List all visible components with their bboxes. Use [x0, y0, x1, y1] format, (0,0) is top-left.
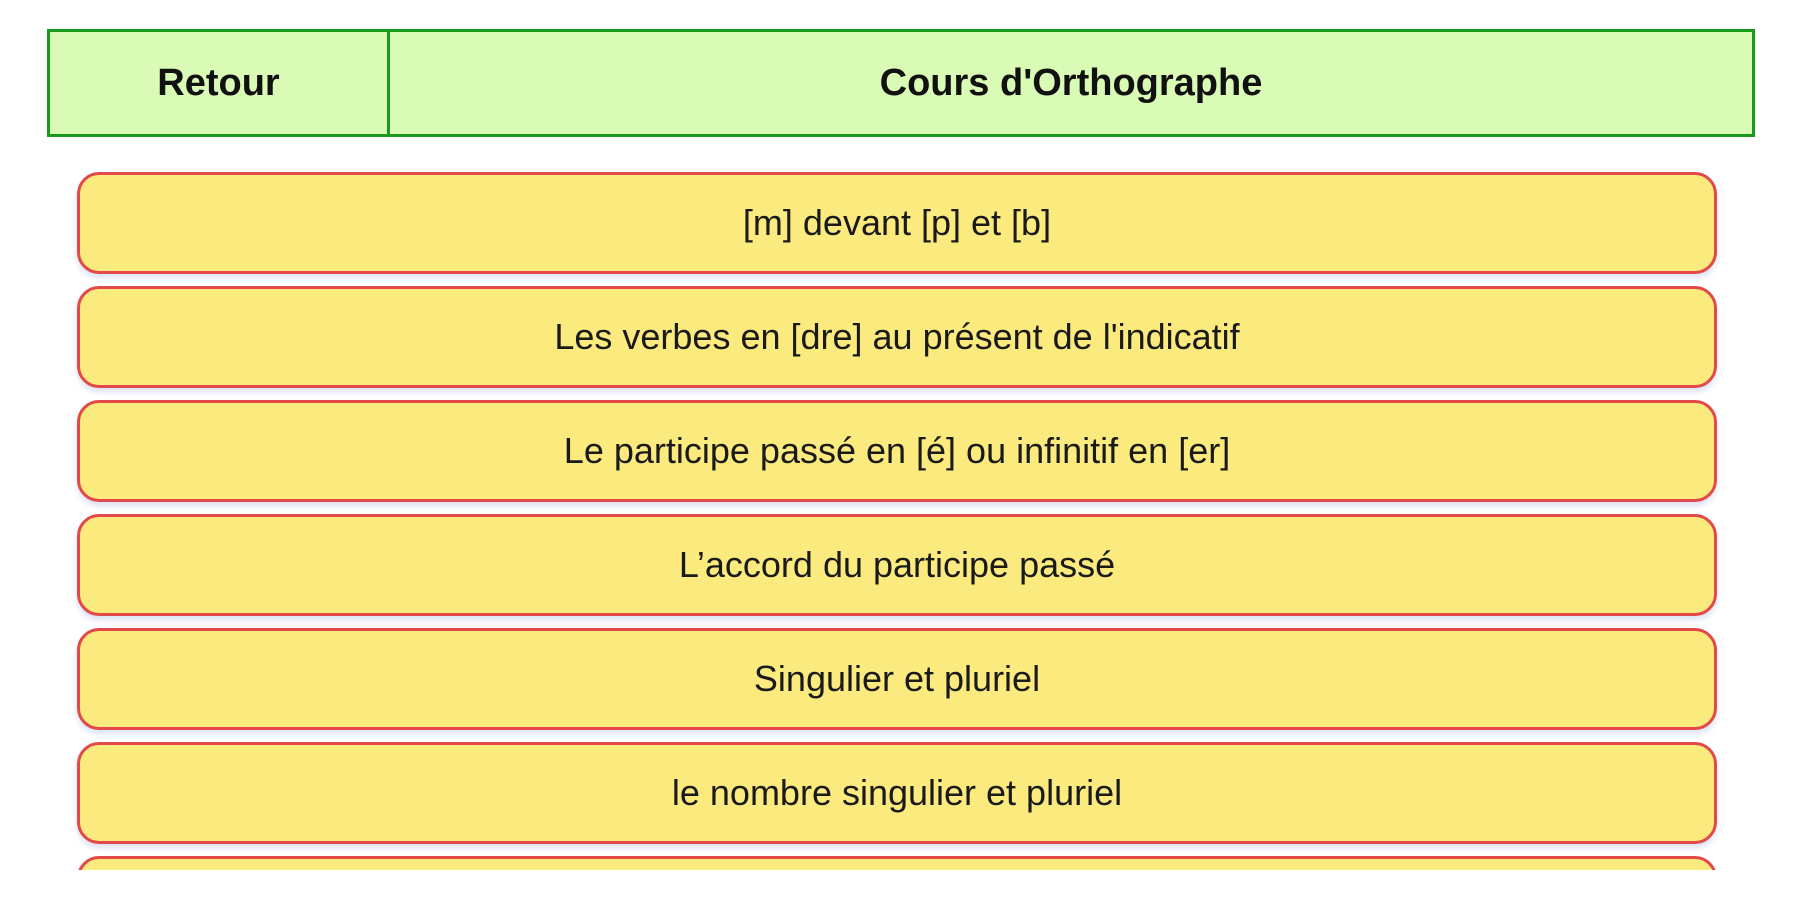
lesson-item-label: Le participe passé en [é] ou infinitif en [er]: [563, 430, 1231, 471]
lesson-item-label: le nombre singulier et pluriel: [671, 772, 1123, 813]
lesson-item-label: Les verbes en [dre] au présent de l'indicatif: [554, 316, 1240, 357]
lesson-list-viewport[interactable]: [0, 168, 1800, 870]
lesson-item[interactable]: [77, 514, 1717, 616]
lesson-item-label: [m] devant [p] et [b]: [742, 202, 1052, 243]
lesson-item[interactable]: [77, 286, 1717, 388]
lesson-item-partial[interactable]: [77, 856, 1717, 870]
header-bar: [47, 29, 1755, 137]
back-button[interactable]: [47, 29, 390, 137]
lesson-item-label: Singulier et pluriel: [753, 658, 1041, 699]
back-button-label: Retour: [157, 61, 280, 104]
page-title-box: [387, 29, 1755, 137]
page-title: Cours d'Orthographe: [879, 61, 1263, 104]
lesson-list: [77, 172, 1717, 870]
lesson-item[interactable]: [77, 172, 1717, 274]
lesson-item[interactable]: [77, 742, 1717, 844]
lesson-item[interactable]: [77, 628, 1717, 730]
lesson-item[interactable]: [77, 400, 1717, 502]
lesson-item-label: L’accord du participe passé: [678, 544, 1116, 585]
